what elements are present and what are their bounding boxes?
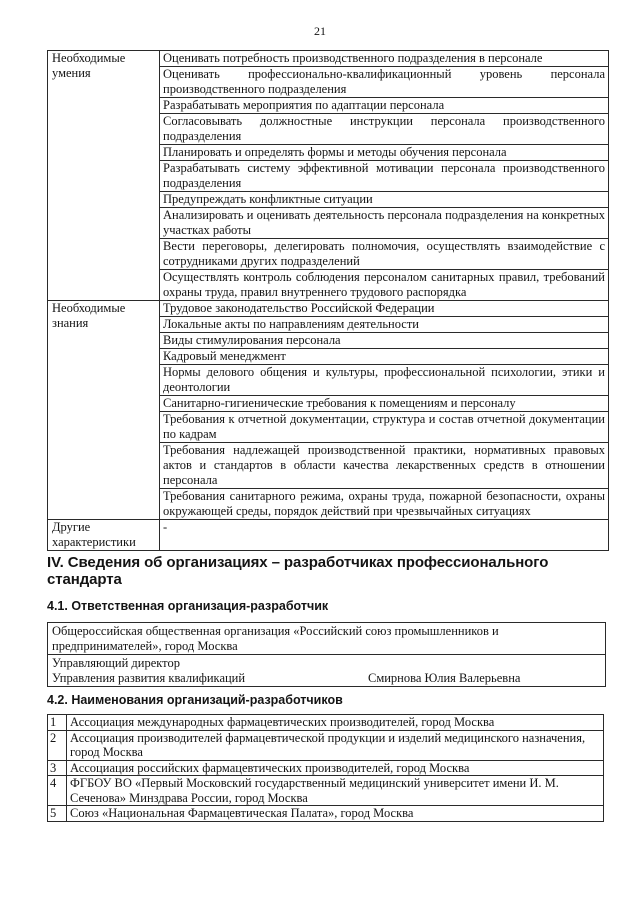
section-title: IV. Сведения об организациях – разработчиках профессионального стандарта [47, 554, 549, 588]
knowledge-item: Локальные акты по направлениям деятельности [160, 317, 609, 333]
table-row [48, 51, 609, 67]
knowledge-item: Санитарно-гигиенические требования к помещениям и персоналу [160, 396, 609, 412]
skill-item: Анализировать и оценивать деятельность персонала подразделения на конкретных участках работы [160, 208, 609, 239]
knowledge-item: Кадровый менеджмент [160, 349, 609, 365]
table-row [48, 806, 604, 822]
knowledge-item: Нормы делового общения и культуры, профессиональной психологии, этики и деонтологии [160, 365, 609, 396]
table-row [48, 520, 609, 551]
developer-name: Союз «Национальная Фармацевтическая Палата», город Москва [67, 806, 604, 822]
developer-number: 3 [48, 760, 67, 776]
page-number: 21 [314, 24, 326, 38]
developers-table [47, 714, 604, 822]
other-label: Другие характеристики [48, 520, 160, 551]
developers-heading: 4.2. Наименования организаций-разработчиков [47, 693, 343, 707]
skill-item: Разрабатывать мероприятия по адаптации персонала [160, 98, 609, 114]
skill-item: Вести переговоры, делегировать полномочия, осуществлять взаимодействие с сотрудниками других подразделений [160, 239, 609, 270]
developer-name: Ассоциация российских фармацевтических производителей, город Москва [67, 760, 604, 776]
knowledge-item: Требования санитарного режима, охраны труда, пожарной безопасности, охраны окружающей среды, порядок действий при чрезвычайных ситуациях [160, 489, 609, 520]
developer-name: Ассоциация производителей фармацевтической продукции и изделий медицинского назначения, город Москва [67, 730, 604, 760]
table-row [48, 760, 604, 776]
responsible-organization: Общероссийская общественная организация «Российский союз промышленников и предпринимателей», город Москва [48, 623, 605, 655]
knowledge-item: Требования к отчетной документации, структура и состав отчетной документации по кадрам [160, 412, 609, 443]
skills-label: Необходимые умения [48, 51, 160, 301]
skill-item: Согласовывать должностные инструкции персонала производственного подразделения [160, 114, 609, 145]
position-line: Управляющий директор [52, 656, 180, 670]
table-row [48, 730, 604, 760]
position-line: Управления развития квалификаций [52, 670, 246, 685]
responsible-box [47, 622, 606, 687]
knowledge-item: Виды стимулирования персонала [160, 333, 609, 349]
requirements-table [47, 50, 609, 551]
developer-name: ФГБОУ ВО «Первый Московский государственный медицинский университет имени И. М. Сеченова» Минздрава России, город Москва [67, 776, 604, 806]
table-row [48, 301, 609, 317]
skill-item: Оценивать потребность производственного подразделения в персонале [160, 51, 609, 67]
developer-name: Ассоциация международных фармацевтических производителей, город Москва [67, 715, 604, 731]
developer-number: 1 [48, 715, 67, 731]
developer-number: 2 [48, 730, 67, 760]
other-item: - [160, 520, 609, 551]
developer-number: 5 [48, 806, 67, 822]
skill-item: Разрабатывать систему эффективной мотивации персонала производственного подразделения [160, 161, 609, 192]
skill-item: Оценивать профессионально-квалификационный уровень персонала производственного подразделения [160, 67, 609, 98]
table-row [48, 715, 604, 731]
skill-item: Осуществлять контроль соблюдения персоналом санитарных правил, требований охраны труда, правил внутреннего трудового распорядка [160, 270, 609, 301]
table-row [48, 776, 604, 806]
skill-item: Планировать и определять формы и методы обучения персонала [160, 145, 609, 161]
knowledge-label: Необходимые знания [48, 301, 160, 520]
developer-number: 4 [48, 776, 67, 806]
responsible-heading: 4.1. Ответственная организация-разработчик [47, 599, 329, 613]
skill-item: Предупреждать конфликтные ситуации [160, 192, 609, 208]
responsible-position [48, 655, 605, 686]
knowledge-item: Трудовое законодательство Российской Федерации [160, 301, 609, 317]
responsible-person: Смирнова Юлия Валерьевна [368, 671, 521, 685]
knowledge-item: Требования надлежащей производственной практики, нормативных правовых актов и стандартов в области качества лекарственных средств в отношении персонала [160, 443, 609, 489]
